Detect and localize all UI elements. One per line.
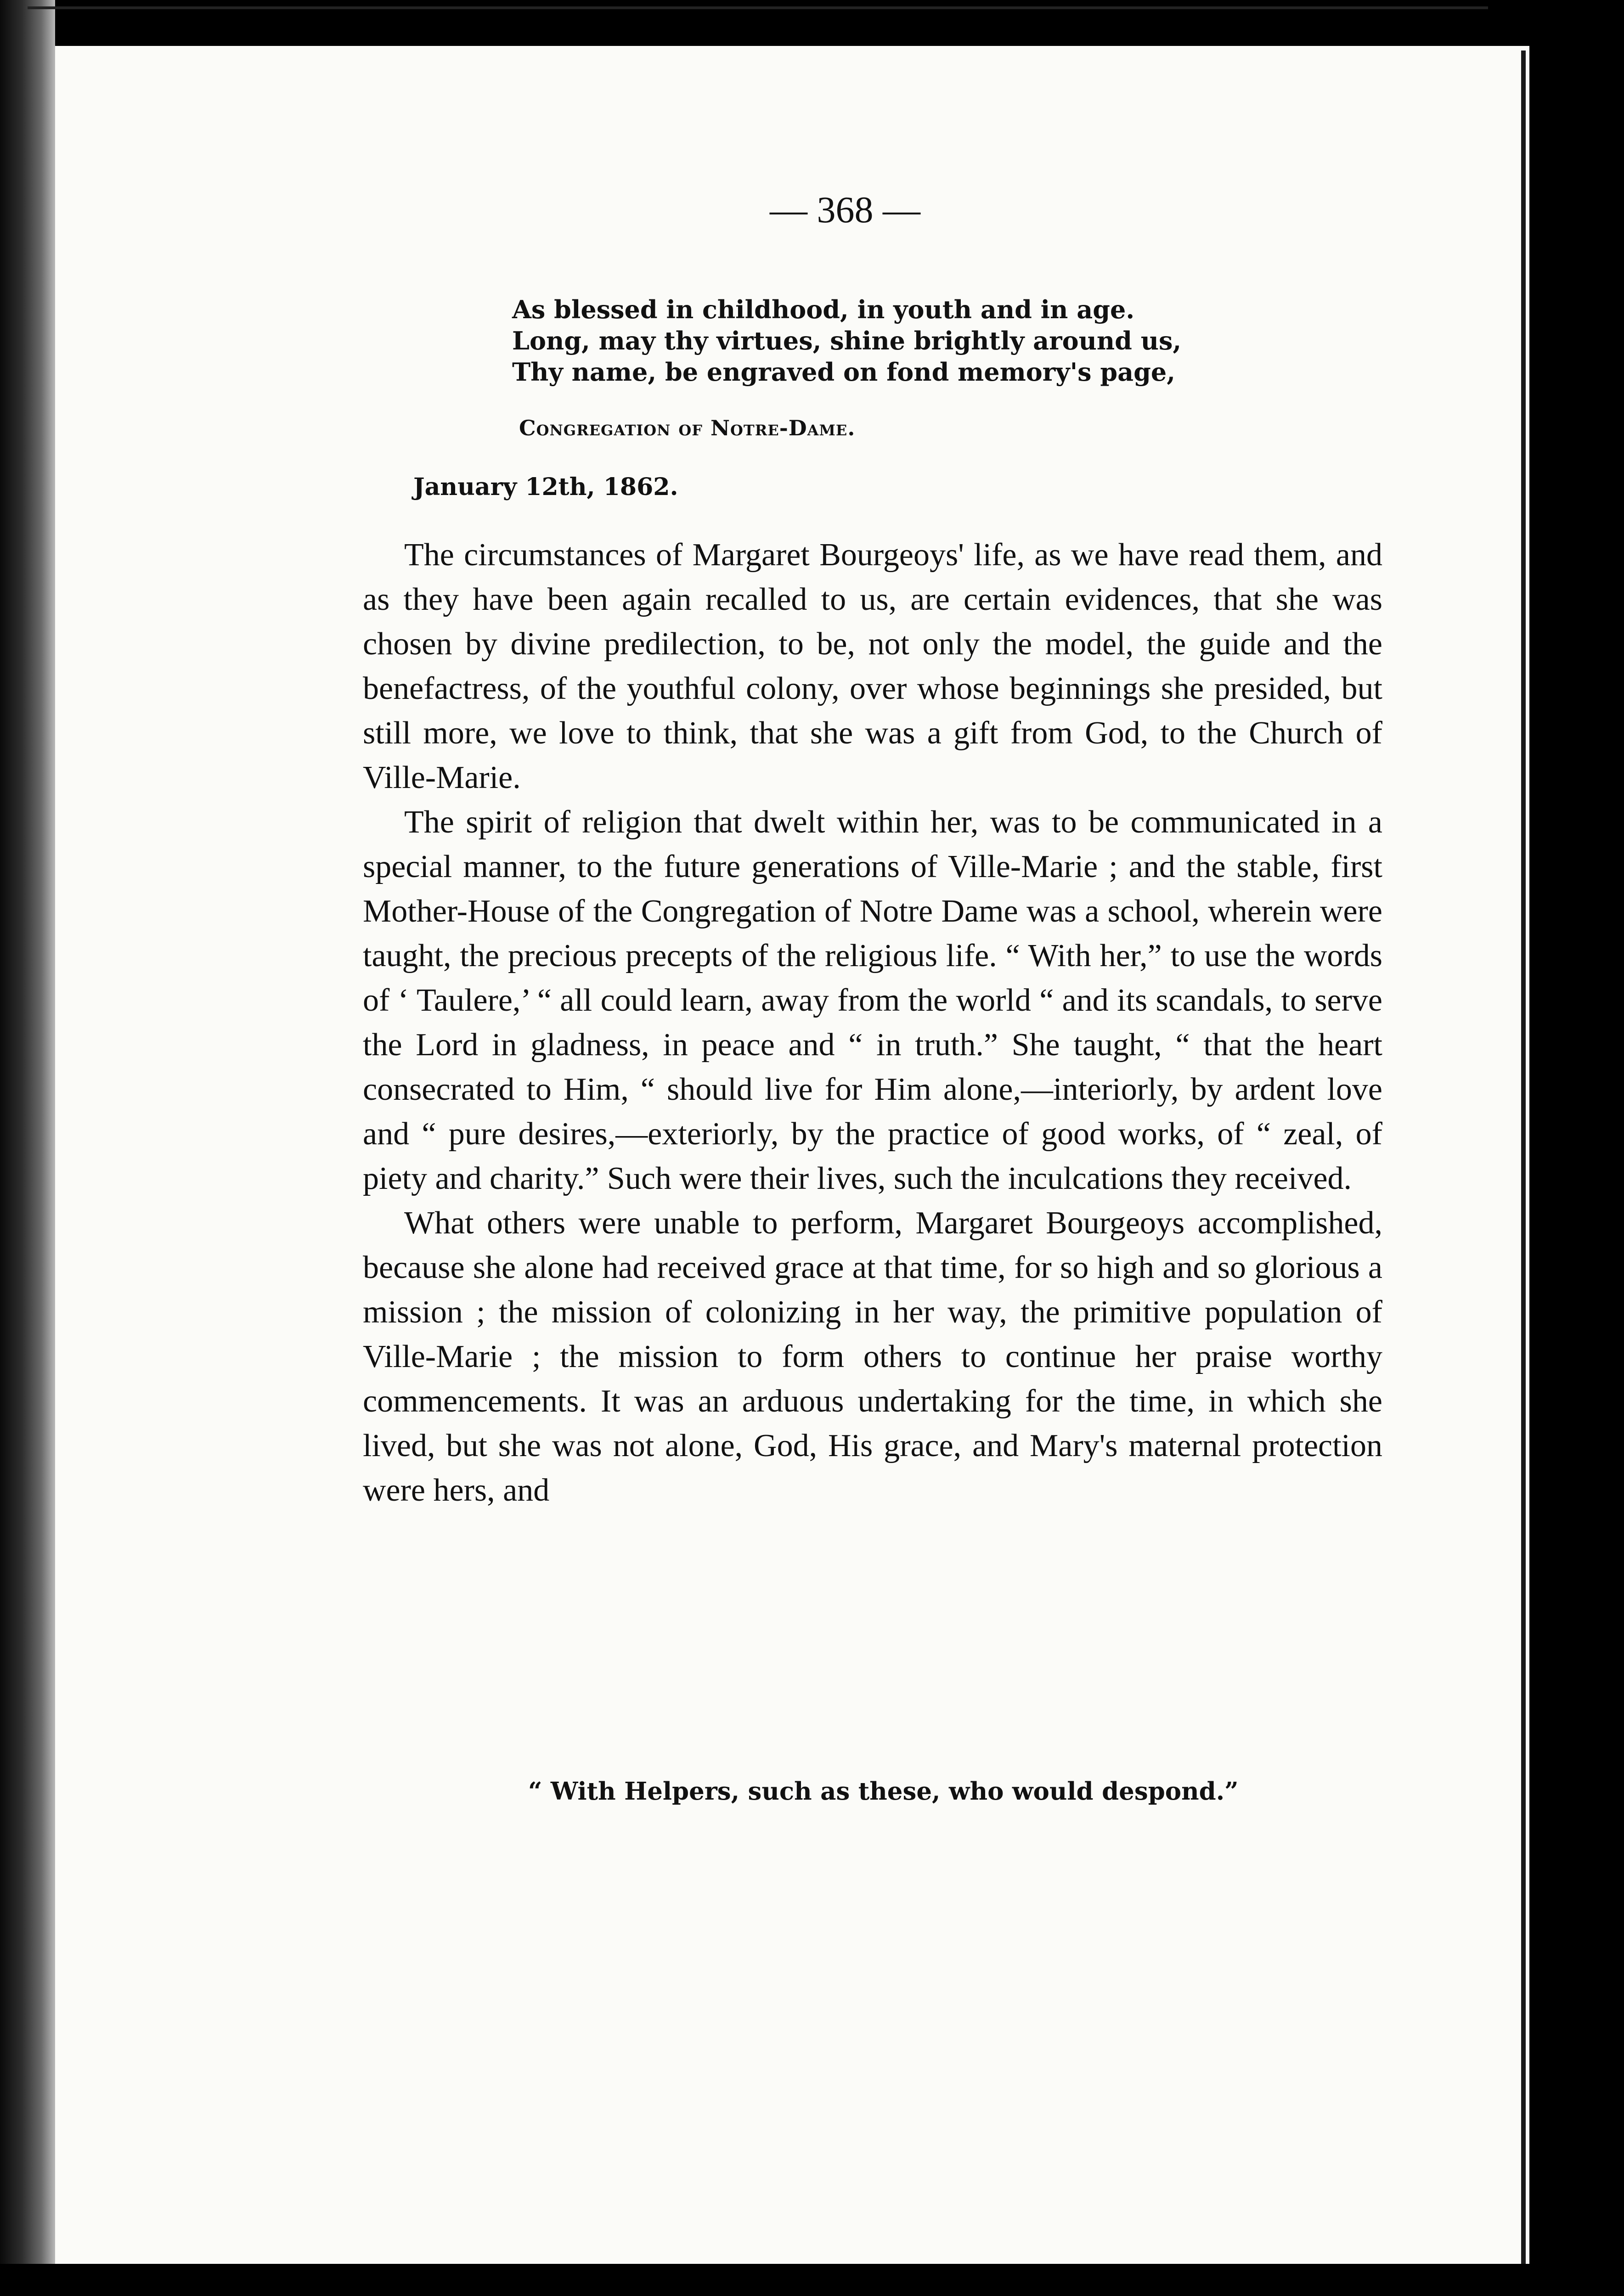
poem-stanza bbox=[512, 294, 1181, 388]
scan-right-border bbox=[1529, 0, 1624, 2296]
signature: Congregation of Notre-Dame. bbox=[519, 416, 856, 440]
date-line: January 12th, 1862. bbox=[413, 473, 678, 501]
scan-left-edge bbox=[0, 0, 55, 2296]
poem-line: As blessed in childhood, in youth and in age. bbox=[512, 295, 1135, 324]
scan-bottom-border bbox=[0, 2264, 1624, 2296]
paragraph: The spirit of religion that dwelt within her, was to be communicated in a special manner, to the future generations of Ville-Marie ; and the stable, first Mother-House of the Congregation of Notre Dame was a school, wherein were taught, the precious precepts of the religious life. “ With her,” to use the words of ‘ Taulere,’ “ all could learn, away from the world “ and its scandals, to serve the Lord in gladness, in peace and “ in truth.” She taught, “ that the heart consecrated to Him, “ should live for Him alone,—interiorly, by ardent love and “ pure desires,—exteriorly, by the practice of good works, of “ zeal, of piety and charity.” Such were their lives, such the inculcations they received. bbox=[363, 805, 1382, 1196]
closing-quote: “ With Helpers, such as these, who would despond.” bbox=[528, 1777, 1239, 1806]
paragraph: The circumstances of Margaret Bourgeoys' life, as we have read them, and as they have been again recalled to us, are certain evidences, that she was chosen by divine predilection, to be, not only the model, the guide and the benefactress, of the youthful colony, over whose beginnings she presided, but still more, we love to think, that she was a gift from God, to the Church of Ville-Marie. bbox=[363, 537, 1382, 795]
body-text bbox=[363, 533, 1382, 1513]
scan-right-edge-line bbox=[1521, 51, 1526, 2264]
page-number: — 368 — bbox=[770, 189, 920, 231]
scan-top-rule bbox=[28, 6, 1488, 9]
poem-line: Long, may thy virtues, shine brightly around us, bbox=[512, 326, 1182, 355]
paragraph: What others were unable to perform, Margaret Bourgeoys accomplished, because she alone had received grace at that time, for so high and so glorious a mission ; the mission of colonizing in her way, the primitive population of Ville-Marie ; the mission to form others to continue her praise worthy commencements. It was an arduous undertaking for the time, in which she lived, but she was not alone, God, His grace, and Mary's maternal protection were hers, and bbox=[363, 1205, 1382, 1508]
poem-line: Thy name, be engraved on fond memory's page, bbox=[512, 357, 1175, 387]
